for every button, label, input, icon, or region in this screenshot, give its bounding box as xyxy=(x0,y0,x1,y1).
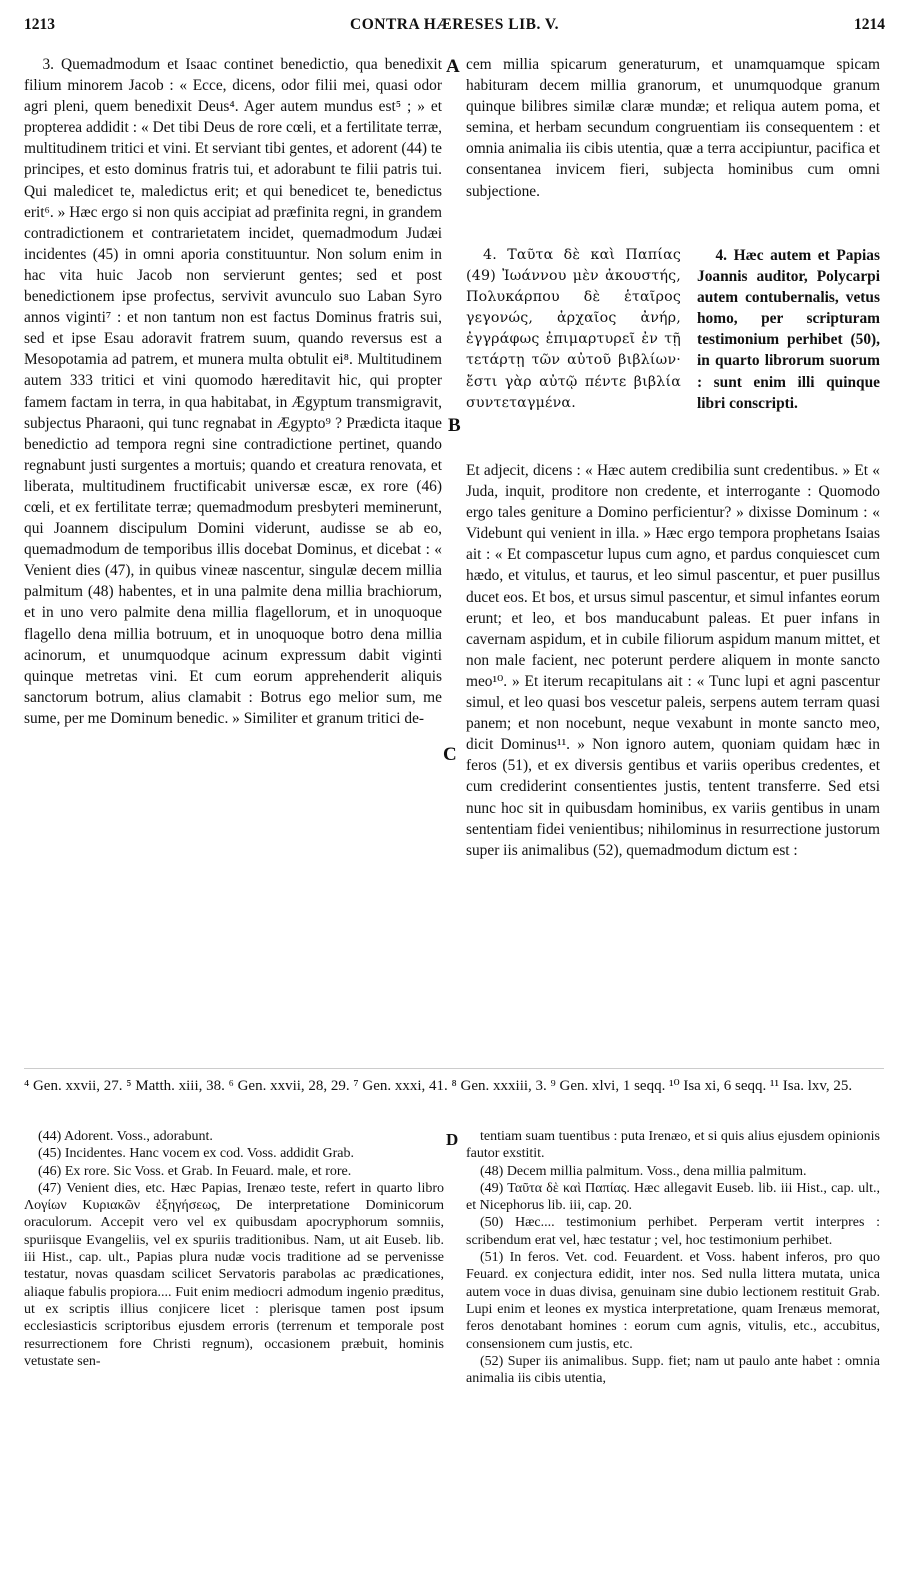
footnotes-right xyxy=(466,1128,880,1387)
footnotes-left xyxy=(24,1128,444,1370)
footnote: (48) Decem millia palmitum. Voss., dena millia palmitum. xyxy=(480,1163,807,1179)
references-text: ⁴ Gen. xxvii, 27. ⁵ Matth. xiii, 38. ⁶ Gen. xxvii, 28, 29. ⁷ Gen. xxxi, 41. ⁸ Gen. xxxiii, 3. ⁹ Gen. xlvi, 1 seqq. ¹⁰ Isa xi, 6 seqq. ¹¹ Isa. lxv, 25. xyxy=(24,1078,853,1094)
right-top-paragraph: cem millia spicarum generaturum, et unamquamque spicam habituram decem millia granorum, et unumquodque granum quinque bilibres similæ claræ mundæ; et reliqua autem poma, et semina, et herbam secundum congruentiam iis consequentem : et omnia animalia iis cibis utentia, quæ a terra accipiuntur, pacifica et consentanea invicem fieri, subjecta hominibus cum omni subjectione. xyxy=(466,56,880,200)
footnote: (49) Ταῦτα δὲ καὶ Παπίας. Hæc allegavit Euseb. lib. iii Hist., cap. ult., et Nicephorus lib. iii, cap. 20. xyxy=(466,1180,880,1214)
running-header xyxy=(24,16,885,38)
footnote: tentiam suam tuentibus : puta Irenæo, et si quis alius ejusdem opinionis fautor exstitit. xyxy=(466,1129,880,1162)
margin-letter-d: D xyxy=(446,1130,459,1149)
footnote: (46) Ex rore. Sic Voss. et Grab. In Feuard. male, et rore. xyxy=(38,1163,352,1179)
scripture-references xyxy=(24,1076,884,1097)
greek-paragraph: 4. Ταῦτα δὲ καὶ Παπίας (49) Ἰωάννου μὲν ἀκουστής, Πολυκάρπου δὲ ἑταῖρος γεγονώς, ἀρχαῖος ἀνήρ, ἐγγράφως ἐπιμαρτυρεῖ ἐν τῇ τετάρτῃ τῶν αὐτοῦ βιβλίων· ἔστι γὰρ αὐτῷ πέντε βιβλία συντεταγμένα. xyxy=(466,247,681,411)
footnote: (47) Venient dies, etc. Hæc Papias, Irenæo teste, refert in quarto libro Λογίων Κυριακῶν ἐξηγήσεως, De interpretatione Dominicorum oraculorum. Accepit vero vel ex quibusdam apocryphorum somniis, spuriisque Evangeliis, vel ex spuriis traditionibus. Nam, ut ait Euseb. lib. iii Hist., cap. ult., Papias plura nudæ vocis traditione ad se pervenisse testatur, novas quasdam scilicet Servatoris parabolas ac prædicationes, aliaque fabulis propiora.... Fuit enim mediocri admodum ingenio præditus, ut ex scriptis illius conjicere licet : plerisque tamen post ipsum ecclesiasticis scriptoribus ejusdem erroris (terrenum et temporale post resurrectionem fore Christi regnum), occasionem præbuit, hominis vetustate sen- xyxy=(24,1180,444,1369)
left-column-paragraph: 3. Quemadmodum et Isaac continet benedictio, qua benedixit filium minorem Jacob : « Ecce, dicens, odor filii mei, quasi odor agri pleni, quem benedixit Deus⁴. Ager autem mundus est⁵ ; » et propterea addidit : « Det tibi Deus de rore cœli, et a fertilitate terræ, multitudinem tritici et vini. Et serviant tibi gentes, et adorent (44) te principes, et esto dominus fratris tui, et adorabunt te filii patris tui. Qui maledicet te, maledictus erit; et qui benedicet te, benedictus erit⁶. » Hæc ergo si non quis accipiat ad præfinita regni, in grandem contradictionem et contrarietatem incidet, quemadmodum Judæi incidentes (45) in omni aporia constituuntur. Non solum enim in hac vita huic Jacob non servierunt gentes; sed et post benedictionem ipse profectus, servivit avunculo suo Laban Syro annos viginti⁷ : et non tantum non est factus Dominus fratris sui, sed et ipse Esau adoravit fratrem suum, quando reversus est a Mesopotamia ad patrem, et munera multa obtulit ei⁸. Multitudinem autem 333 tritici et vini quomodo hæreditavit hic, qui propter famem factam in terra, in qua habitabat, in Ægyptum transmigravit, subjectus Pharaoni, qui tunc regnabat in Ægypto⁹ ? Prædicta itaque benedictio ad tempora regni sine contradictione pertinet, quando regnabunt justi surgentes a mortuis; quando et creatura renovata, et liberata, multitudinem fructificabit universæ escæ, ex rore (46) cœli, et ex fertilitate terræ; quemadmodum presbyteri meminerunt, qui Joannem discipulum Domini viderunt, audisse se ab eo, quemadmodum de temporibus illis docebat Dominus, et dicebat : « Venient dies (47), in quibus vineæ nascentur, singulæ decem millia palmitum (48) habentes, et in una palmite dena millia brachiorum, et in uno vero palmite dena millia flagellorum, et in unoquoque flagello dena millia botruum, et in unoquoque botro dena millia acinorum, et unumquodque acinum expressum dabit viginti quinque metretas vini. Et cum eorum apprehenderit aliquis sanctorum botrum, alius clamabit : Botrus ego melior sum, me sume, per me Dominum benedic. » Similiter et granum tritici de- xyxy=(24,56,442,727)
footnote: (44) Adorent. Voss., adorabunt. xyxy=(38,1129,213,1144)
margin-letter-b: B xyxy=(448,415,461,436)
latin-paragraph: 4. Hæc autem et Papias Joannis auditor, Polycarpi autem contubernalis, vetus homo, per scripturam testimonium perhibet (50), in quarto librorum suorum : sunt enim illi quinque libri conscripti. xyxy=(697,247,880,412)
footnote: (50) Hæc.... testimonium perhibet. Perperam vertit interpres : scribendum erat vel, hæc testatur ; vel, hoc testimonium perhibet. xyxy=(466,1215,880,1248)
page-number-right: 1214 xyxy=(854,16,885,33)
left-column xyxy=(24,54,442,729)
margin-letter-a: A xyxy=(446,56,460,77)
right-bottom-paragraph: Et adjecit, dicens : « Hæc autem credibilia sunt credentibus. » Et « Juda, inquit, proditore non credente, et interrogante : Quomodo ergo tales geniture a Domino perficientur? » dixisse Dominum : « Videbunt qui venient in illa. » Hæc ergo tempora prophetans Isaias ait : « Et compascetur lupus cum agno, et pardus conquiescet cum hædo, et vitulus, et taurus, et leo simul pascentur, et puer pusillus ducet eos. Et bos, et ursus simul pascentur, et simul infantes eorum erunt; et leo, et bos manducabunt paleas. Et puer infans in cavernam aspidum, et in cubile filiorum aspidum manum mittet, et non male facient, nec poterunt perdere aliquem in monte sancto meo¹⁰. » Et iterum recapitulans ait : « Tunc lupi et agni pascentur simul, et leo quasi bos vescetur paleis, serpens autem terram quasi panem; et non nocebunt, neque vexabunt in monte sancto meo, dicit Dominus¹¹. » Non ignoro autem, quoniam quidam hæc in feros (51), et ex diversis gentibus et variis operibus credentes, et cum crediderint consentientes justis, tentent transferre. Sed etsi nunc hoc sit in quibusdam hominibus, ex variis gentibus in unam sententiam fidei venientibus; nihilominus in resurrectione justorum super iis animalibus (52), quemadmodum dictum est : xyxy=(466,462,880,859)
divider xyxy=(24,1068,884,1069)
greek-text-block xyxy=(466,245,681,414)
right-column-top xyxy=(466,54,880,202)
footnote: (52) Super iis animalibus. Supp. fiet; nam ut paulo ante habet : omnia animalia iis cibis utentia, xyxy=(466,1353,880,1387)
right-column-bottom xyxy=(466,460,880,861)
latin-text-block xyxy=(697,245,880,414)
footnote: (45) Incidentes. Hanc vocem ex cod. Voss. addidit Grab. xyxy=(38,1146,354,1162)
running-title: CONTRA HÆRESES LIB. V. xyxy=(350,16,559,33)
page-number-left: 1213 xyxy=(24,16,55,33)
footnote: (51) In feros. Vet. cod. Feuardent. et Voss. habent inferos, pro quo Feuard. ex conjectura edidit, inter nos. Sed nulla littera mutata, unica autem voce in duas divisa, genuinam sine dubio lectionem restituit Grab. Lupi enim et leones ex mystica interpretatione, quam Irenæus memorat, feros denotabant homines : eorum cum agnis, vitulis, etc., accubitus, consensionem cum justis, etc. xyxy=(466,1250,880,1352)
margin-letter-c: C xyxy=(443,744,457,765)
